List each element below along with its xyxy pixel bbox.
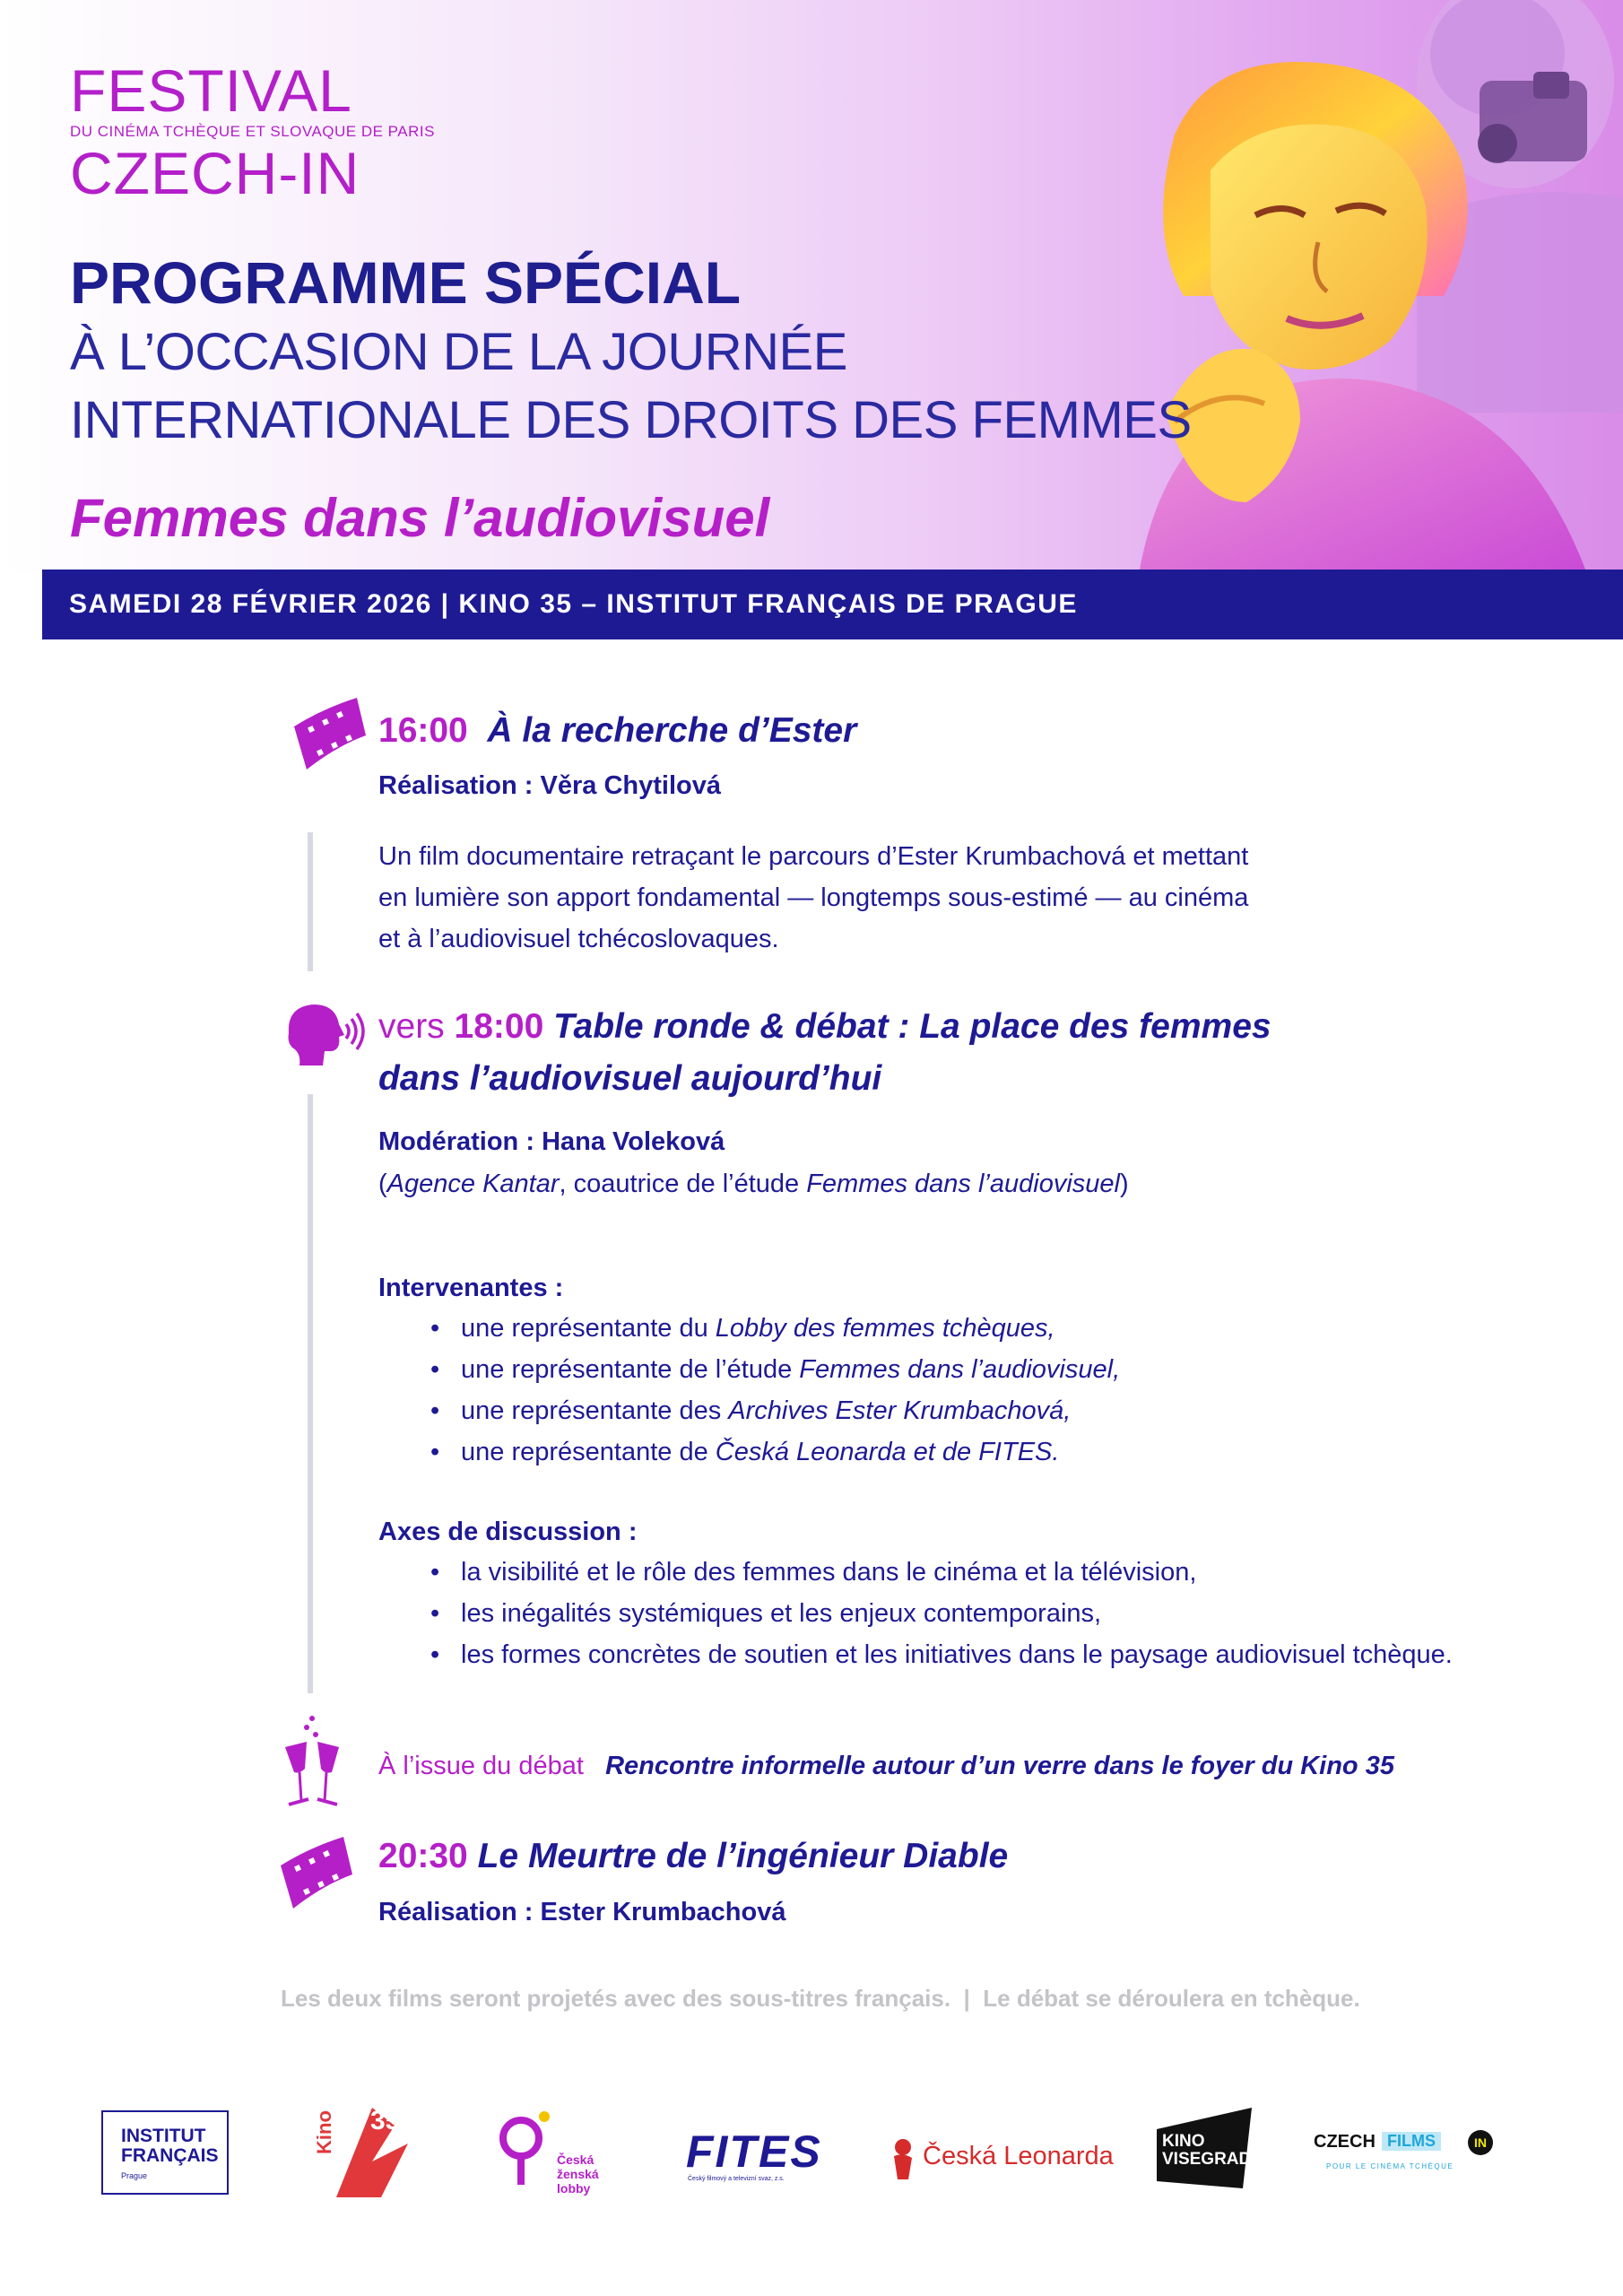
ceska-zenska-lobby-logo bbox=[498, 2108, 605, 2197]
event-2-heading bbox=[378, 1002, 1271, 1053]
moderation-agency: Agence Kantar bbox=[386, 1170, 560, 1198]
footer-note bbox=[281, 1985, 1360, 2013]
speaker-org: Lobby des femmes tchèques, bbox=[715, 1314, 1055, 1343]
visegrad-text bbox=[1162, 2133, 1251, 2169]
visegrad-line-1: KINO bbox=[1162, 2132, 1205, 2151]
reception-prefix: À l’issue du débat bbox=[378, 1752, 584, 1780]
institut-logo-line-3: Prague bbox=[121, 2171, 148, 2180]
footer-note-films: Les deux films seront projetés avec des sous-titres français. bbox=[281, 1985, 951, 2012]
institut-logo-line-2: FRANÇAIS bbox=[121, 2145, 219, 2166]
event-3-credit-name: Ester Krumbachová bbox=[540, 1898, 786, 1926]
event-1-title: À la recherche d’Ester bbox=[487, 711, 857, 750]
ceska-leonarda-logo bbox=[890, 2136, 1114, 2181]
event-1-credit-label: Réalisation : bbox=[378, 771, 534, 800]
kino35-logo bbox=[313, 2099, 417, 2206]
fites-subtext: Český filmový a televizní svaz, z.s. bbox=[688, 2176, 785, 2182]
speakers-list bbox=[430, 1308, 1417, 1473]
speaker-item bbox=[430, 1349, 1417, 1390]
event-1-credit bbox=[378, 771, 721, 801]
programme-theme: Femmes dans l’audiovisuel bbox=[70, 488, 770, 548]
moderation-paren-open: ( bbox=[378, 1170, 387, 1198]
event-2-prefix: vers bbox=[378, 1007, 445, 1046]
lobby-line-3: lobby bbox=[557, 2181, 591, 2196]
festival-subtitle: DU CINÉMA TCHÈQUE ET SLOVAQUE DE PARIS bbox=[70, 123, 435, 140]
festival-name: CZECH-IN bbox=[70, 140, 360, 206]
leonarda-text: Česká Leonarda bbox=[923, 2142, 1114, 2170]
moderation-detail-text: , coautrice de l’étude bbox=[559, 1170, 807, 1198]
visegrad-line-2: VISEGRAD bbox=[1162, 2150, 1252, 2169]
kino-visegrad-logo bbox=[1157, 2108, 1255, 2188]
event-1-description bbox=[378, 836, 1454, 960]
film-strip-icon bbox=[273, 1830, 354, 1919]
event-1-time: 16:00 bbox=[378, 711, 468, 750]
axis-item: • les inégalités systémiques et les enjeux contemporains, bbox=[430, 1593, 1596, 1634]
date-venue-text: SAMEDI 28 FÉVRIER 2026 | KINO 35 – INSTITUT FRANÇAIS DE PRAGUE bbox=[69, 589, 1078, 619]
programme-subtitle-1: À L’OCCASION DE LA JOURNÉE bbox=[70, 323, 847, 381]
speaker-text: une représentante des bbox=[461, 1396, 729, 1425]
champagne-glasses-icon bbox=[280, 1713, 347, 1816]
event-1-desc-line-1: Un film documentaire retraçant le parcours d’Ester Krumbachová et mettant bbox=[378, 842, 1249, 871]
speaker-text: une représentante de l’étude bbox=[461, 1355, 800, 1384]
lobby-mark bbox=[498, 2108, 551, 2197]
speaker-org: Femmes dans l’audiovisuel, bbox=[799, 1355, 1121, 1384]
header-banner bbox=[0, 0, 1623, 574]
axes-label: Axes de discussion : bbox=[378, 1518, 638, 1546]
event-3-credit-label: Réalisation : bbox=[378, 1898, 534, 1926]
programme-subtitle-2: INTERNATIONALE DES DROITS DES FEMMES bbox=[70, 391, 1192, 449]
footer-note-separator: | bbox=[963, 1985, 970, 2012]
footer-note-debate: Le débat se déroulera en tchèque. bbox=[983, 1985, 1360, 2012]
event-1-desc-line-2: en lumière son apport fondamental — longtemps sous-estimé — au cinéma bbox=[378, 883, 1249, 912]
kino-number: 35 bbox=[370, 2106, 401, 2135]
event-1-credit-name: Věra Chytilová bbox=[540, 771, 721, 800]
lobby-line-1: Česká bbox=[557, 2152, 595, 2167]
speaker-item bbox=[430, 1390, 1417, 1431]
czech-in-logo bbox=[1314, 2130, 1502, 2184]
axis-item: • la visibilité et le rôle des femmes dans le cinéma et la télévision, bbox=[430, 1552, 1596, 1593]
event-3-title: Le Meurtre de l’ingénieur Diable bbox=[477, 1837, 1009, 1875]
speaker-text: une représentante de bbox=[461, 1438, 716, 1466]
lobby-line-2: ženská bbox=[557, 2167, 599, 2181]
fites-text: FITES bbox=[686, 2126, 822, 2177]
lobby-text bbox=[557, 2152, 599, 2196]
reception-text: Rencontre informelle autour d’un verre dans le foyer du Kino 35 bbox=[605, 1752, 1394, 1780]
event-3-credit bbox=[378, 1898, 786, 1927]
czechin-text-c: IN bbox=[1468, 2130, 1493, 2155]
event-3-time: 20:30 bbox=[378, 1837, 468, 1875]
event-2-time: 18:00 bbox=[454, 1007, 544, 1046]
programme-title: PROGRAMME SPÉCIAL bbox=[70, 249, 742, 316]
moderation-detail bbox=[378, 1163, 1129, 1205]
poster-illustration bbox=[1031, 0, 1623, 574]
moderation-name: Hana Voleková bbox=[542, 1127, 725, 1156]
moderation-study: Femmes dans l’audiovisuel bbox=[806, 1170, 1120, 1198]
moderation-paren-close: ) bbox=[1119, 1170, 1129, 1198]
leonarda-mark bbox=[890, 2136, 917, 2181]
moderation-line bbox=[378, 1127, 725, 1157]
axes-list bbox=[430, 1552, 1596, 1675]
festival-title: FESTIVAL bbox=[70, 57, 352, 124]
film-strip-icon bbox=[287, 691, 368, 780]
moderation-label: Modération : bbox=[378, 1127, 534, 1156]
speaker-item bbox=[430, 1431, 1417, 1473]
speaker-text: une représentante du bbox=[461, 1314, 716, 1343]
event-2-title-line-1: Table ronde & débat : La place des femmes bbox=[553, 1007, 1271, 1046]
speaking-head-icon bbox=[280, 997, 365, 1069]
event-1-desc-line-3: et à l’audiovisuel tchécoslovaques. bbox=[378, 925, 779, 953]
timeline-line-1 bbox=[308, 832, 313, 971]
event-3-heading bbox=[378, 1831, 1008, 1883]
czechin-text-b: FILMS bbox=[1382, 2132, 1441, 2151]
speaker-org: Archives Ester Krumbachová, bbox=[728, 1396, 1072, 1425]
speaker-item bbox=[430, 1308, 1417, 1349]
speakers-label: Intervenantes : bbox=[378, 1274, 564, 1302]
date-venue-banner bbox=[42, 570, 1623, 639]
institut-logo-line-1: INSTITUT bbox=[121, 2126, 206, 2146]
event-1-heading bbox=[378, 706, 856, 757]
event-2-title-line-2: dans l’audiovisuel aujourd’hui bbox=[378, 1059, 882, 1098]
speaker-org: Česká Leonarda et de FITES. bbox=[715, 1438, 1060, 1466]
fites-logo bbox=[686, 2126, 820, 2188]
reception-line bbox=[378, 1752, 1394, 1781]
timeline-line-2 bbox=[308, 1094, 313, 1693]
czechin-text-a: CZECH bbox=[1314, 2132, 1376, 2152]
axis-item: • les formes concrètes de soutien et les initiatives dans le paysage audiovisuel tchèque. bbox=[430, 1634, 1596, 1675]
czechin-subtext: POUR LE CINÉMA TCHÈQUE bbox=[1326, 2162, 1454, 2170]
institut-francais-logo bbox=[101, 2110, 229, 2195]
kino-text: Kino bbox=[313, 2110, 335, 2154]
